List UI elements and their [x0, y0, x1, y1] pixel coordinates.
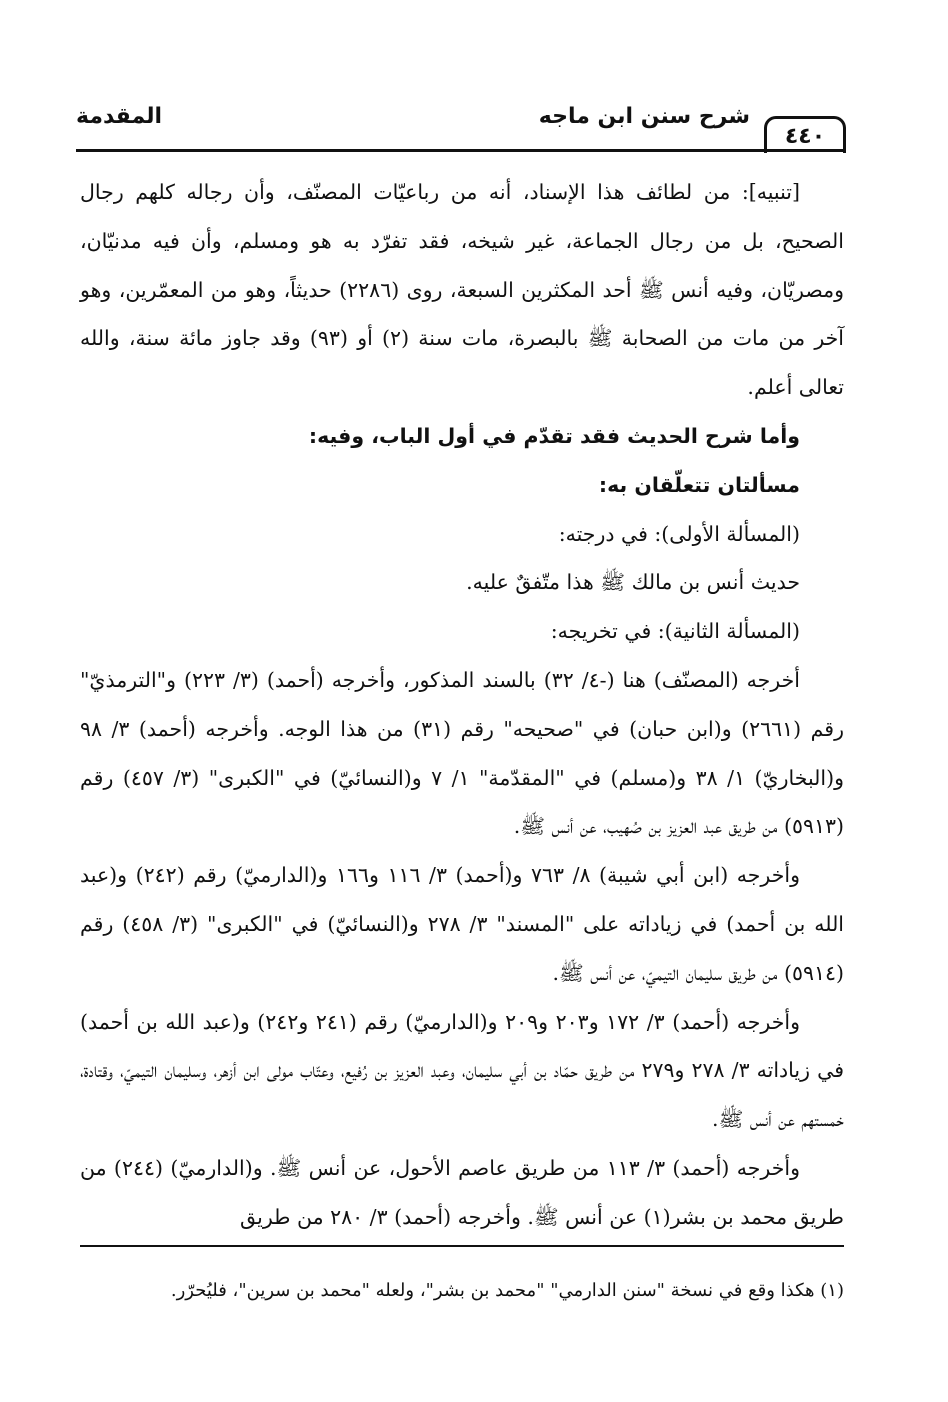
note-paragraph: [تنبيه]: من لطائف هذا الإسناد، أنه من رباعيّات المصنّف، وأن رجاله كلهم رجال الصحيح، بل من رجال الجماعة، غير شيخه، فقد تفرّد به هو ومسلم، وأن فيه مدنيّان، ومصريّان، وفيه أنس ﷺ أحد المكثرين السبعة، روى (٢٢٨٦) حديثاً، وهو من المعمّرين، وهو آخر من مات من الصحابة ﷺ بالبصرة، مات سنة (٢) أو (٩٣) وقد جاوز مائة سنة، والله تعالى أعلم.: [80, 180, 845, 400]
section-title: المقدمة: [76, 104, 163, 129]
takhrij-paragraph-2: وأخرجه (ابن أبي شيبة) ٨/ ٧٦٣ و(أحمد) ٣/ ١١٦ و١٦٦ و(الدارميّ) رقم (٢٤٢) و(عبد الله بن أحمد) في زياداته على "المسند" ٣/ ٢٧٨ و(النسائيّ) في "الكبرى" (٣/ ٤٥٨) رقم (٥٩١٤) من طريق سليمان التيميّ، عن أنس ﷺ.: [80, 863, 845, 985]
header-rule: [76, 149, 846, 152]
issue-two-title: (المسألة الثانية): في تخريجه:: [550, 619, 800, 644]
page-number: ٤٤٠: [764, 116, 846, 153]
heading-explanation: وأما شرح الحديث فقد تقدّم في أول الباب، وفيه:: [308, 423, 800, 448]
issue-one-title: (المسألة الأولى): في درجته:: [558, 521, 800, 546]
takhrij-paragraph-3: وأخرجه (أحمد) ٣/ ١٧٢ و٢٠٣ و٢٠٩ و(الدارميّ) رقم (٢٤١ و٢٤٢) و(عبد الله بن أحمد) في زياداته ٣/ ٢٧٨ و٢٧٩ من طريق حمّاد بن أبي سليمان، وعبد العزيز بن رُفيع، وعتّاب مولى ابن أزهر، وسليمان التيميّ، وقتادة، خمستهم عن أنس ﷺ.: [80, 1009, 844, 1132]
footnotes: [80, 1274, 844, 1308]
issue-one-text: حديث أنس بن مالك ﷺ هذا متّفقٌ عليه.: [466, 570, 800, 595]
heading-issues: مسألتان تتعلّقان به:: [598, 472, 800, 497]
takhrij-paragraph-1: أخرجه (المصنّف) هنا (-٤/ ٣٢) بالسند المذكور، وأخرجه (أحمد) (٣/ ٢٢٣) و"الترمذيّ" رقم (٢٦٦١) و(ابن حبان) في "صحيحه" رقم (٣١) من هذا الوجه. وأخرجه (أحمد) ٣/ ٩٨ و(البخاريّ) ١/ ٣٨ و(مسلم) في "المقدّمة" ١/ ٧ و(النسائيّ) في "الكبرى" (٣/ ٤٥٧) رقم (٥٩١٣) من طريق عبد العزيز بن صُهيب، عن أنس ﷺ.: [80, 667, 844, 839]
takhrij-paragraph-4: وأخرجه (أحمد) ٣/ ١١٣ من طريق عاصم الأحول، عن أنس ﷺ. و(الدارميّ) (٢٤٤) من طريق محمد بن بشر(١) عن أنس ﷺ. وأخرجه (أحمد) ٣/ ٢٨٠ من طريق: [80, 1155, 844, 1229]
main-text: [80, 168, 844, 1242]
footnote-1: (١) هكذا وقع في نسخة "سنن الدارمي" "محمد بن بشر"، ولعله "محمد بن سرين"، فليُحرّر.: [170, 1280, 844, 1301]
page-header: [76, 100, 846, 152]
footnote-rule: [80, 1245, 844, 1247]
book-title: شرح سنن ابن ماجه: [538, 104, 750, 129]
